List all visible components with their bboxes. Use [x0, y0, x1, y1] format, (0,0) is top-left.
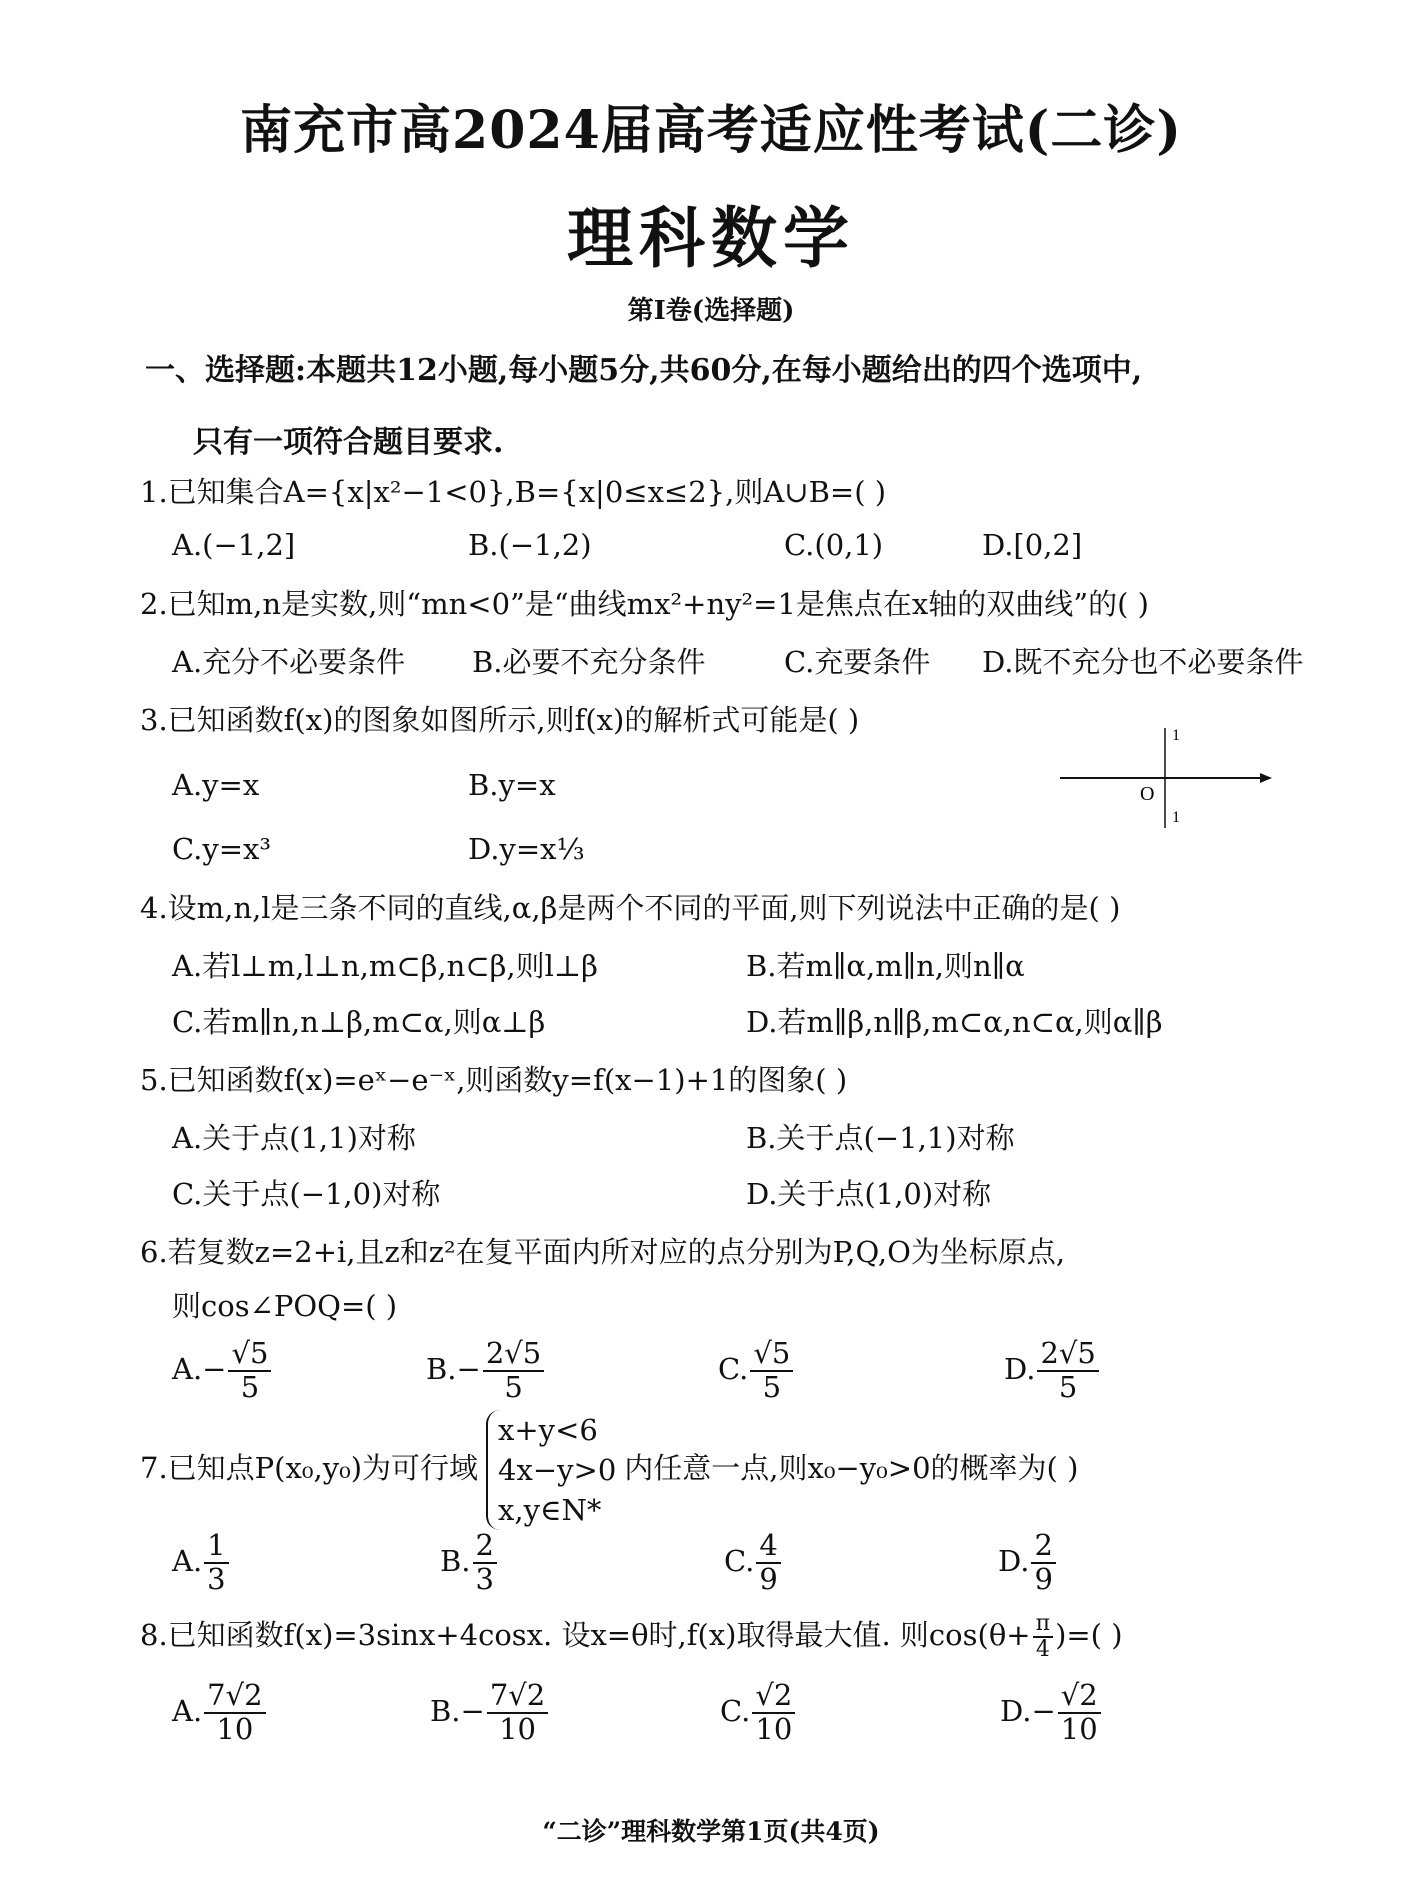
- q8-stem-pre: 8.已知函数f(x)=3sinx+4cosx. 设x=θ时,f(x)取得最大值. 则cos(θ+: [140, 1618, 1031, 1653]
- volume-label: 第Ⅰ卷(选择题): [627, 296, 795, 326]
- q7-c-den: 9: [759, 1561, 778, 1596]
- q6-b-sign: −: [456, 1351, 481, 1386]
- q7-d-label: D.: [998, 1543, 1030, 1578]
- q6-a-label: A.: [172, 1351, 203, 1386]
- q6-option-a: [172, 1338, 273, 1404]
- q3-option-c: C.y=x³: [172, 832, 272, 866]
- q7-d-num: 2: [1031, 1530, 1055, 1564]
- q8-a-fraction: [204, 1680, 265, 1746]
- q1-option-c: C.(0,1): [784, 528, 884, 562]
- question-7-stem: [140, 1410, 1390, 1530]
- q8-b-num: 7√2: [487, 1680, 548, 1714]
- q8-option-c: [720, 1680, 797, 1746]
- q7-c-label: C.: [724, 1543, 755, 1578]
- q4-option-d: D.若m∥β,n∥β,m⊂α,n⊂α,则α∥β: [746, 1005, 1163, 1039]
- q7-a-fraction: [204, 1530, 228, 1596]
- q6-c-den: 5: [762, 1369, 782, 1404]
- q1-option-d: D.[0,2]: [982, 528, 1083, 562]
- q8-a-label: A.: [172, 1693, 203, 1728]
- q7-c-fraction: [756, 1530, 780, 1596]
- q8-pi-num: π: [1033, 1612, 1053, 1638]
- q7-b-den: 3: [475, 1561, 494, 1596]
- q7-constraint-3: x,y∈N*: [498, 1493, 602, 1527]
- q6-b-den: 5: [504, 1369, 523, 1404]
- q7-a-den: 3: [207, 1561, 226, 1596]
- section-instructions: [145, 335, 1375, 479]
- question-3-stem: 3.已知函数f(x)的图象如图所示,则f(x)的解析式可能是( ): [140, 703, 860, 737]
- q1-option-b: B.(−1,2): [468, 528, 592, 562]
- q8-c-den: 10: [755, 1711, 793, 1746]
- q7-a-num: 1: [204, 1530, 228, 1564]
- q8-option-b: [430, 1680, 550, 1746]
- q6-option-b: [426, 1338, 546, 1404]
- q8-c-fraction: [752, 1680, 795, 1746]
- question-4-stem: 4.设m,n,l是三条不同的直线,α,β是两个不同的平面,则下列说法中正确的是( ): [140, 891, 1121, 925]
- q4-option-b: B.若m∥α,m∥n,则n∥α: [746, 949, 1025, 983]
- q5-option-a: A.关于点(1,1)对称: [172, 1121, 416, 1155]
- q7-d-fraction: [1031, 1530, 1055, 1596]
- q8-b-fraction: [487, 1680, 548, 1746]
- q7-option-d: [998, 1530, 1058, 1596]
- q6-b-label: B.: [426, 1351, 457, 1386]
- q8-a-den: 10: [216, 1711, 254, 1746]
- graph-origin-label: O: [1140, 783, 1155, 805]
- section-line-1: 一、选择题:本题共12小题,每小题5分,共60分,在每小题给出的四个选项中,: [145, 353, 1143, 388]
- q8-option-d: [1000, 1680, 1103, 1746]
- function-graph: [1060, 718, 1280, 838]
- q8-d-num: √2: [1058, 1680, 1101, 1714]
- q7-d-den: 9: [1034, 1561, 1053, 1596]
- q6-option-d: [1004, 1338, 1101, 1404]
- q8-pi-fraction: [1033, 1612, 1053, 1662]
- q8-d-sign: −: [1031, 1693, 1056, 1728]
- q8-d-den: 10: [1060, 1711, 1098, 1746]
- q7-option-c: [724, 1530, 783, 1596]
- question-5-stem: 5.已知函数f(x)=eˣ−e⁻ˣ,则函数y=f(x−1)+1的图象( ): [140, 1063, 848, 1097]
- q7-constraint-2: 4x−y>0: [498, 1453, 617, 1487]
- q6-a-sign: −: [202, 1351, 227, 1386]
- q5-option-b: B.关于点(−1,1)对称: [746, 1121, 1015, 1155]
- question-2-stem: 2.已知m,n是实数,则“mn<0”是“曲线mx²+ny²=1是焦点在x轴的双曲线”的( ): [140, 587, 1149, 621]
- section-line-2: 只有一项符合题目要求.: [193, 425, 504, 460]
- q8-b-label: B.: [430, 1693, 461, 1728]
- question-6-stem-line2: 则cos∠POQ=( ): [172, 1289, 398, 1323]
- graph-tick-label: 1: [1172, 809, 1180, 826]
- q7-a-label: A.: [172, 1543, 203, 1578]
- page-footer: “二诊”理科数学第1页(共4页): [542, 1817, 880, 1846]
- q6-b-num: 2√5: [483, 1338, 544, 1372]
- question-6-stem: 6.若复数z=2+i,且z和z²在复平面内所对应的点分别为P,Q,O为坐标原点,: [140, 1235, 1066, 1269]
- q2-option-b: B.必要不充分条件: [472, 645, 706, 679]
- question-1-stem: 1.已知集合A={x|x²−1<0},B={x|0≤x≤2},则A∪B=( ): [140, 475, 887, 509]
- q7-stem-post: 内任意一点,则x₀−y₀>0的概率为( ): [624, 1451, 1079, 1485]
- q7-b-label: B.: [440, 1543, 471, 1578]
- q6-c-num: √5: [750, 1338, 793, 1372]
- q7-b-fraction: [473, 1530, 497, 1596]
- q8-c-label: C.: [720, 1693, 751, 1728]
- q6-c-label: C.: [718, 1351, 749, 1386]
- q6-a-den: 5: [240, 1369, 260, 1404]
- q8-a-num: 7√2: [204, 1680, 265, 1714]
- q8-pi-den: 4: [1035, 1637, 1050, 1663]
- q8-option-a: [172, 1680, 268, 1746]
- q7-b-num: 2: [473, 1530, 497, 1564]
- q6-a-num: √5: [228, 1338, 271, 1372]
- q7-stem-pre: 7.已知点P(x₀,y₀)为可行域: [140, 1451, 479, 1485]
- q6-c-fraction: [750, 1338, 793, 1404]
- q3-option-b: B.y=x: [468, 768, 556, 802]
- q2-option-d: D.既不充分也不必要条件: [982, 645, 1304, 679]
- q8-d-label: D.: [1000, 1693, 1032, 1728]
- q4-option-a: A.若l⊥m,l⊥n,m⊂β,n⊂β,则l⊥β: [172, 949, 598, 983]
- q5-option-c: C.关于点(−1,0)对称: [172, 1177, 441, 1211]
- graph-top-label: 1: [1172, 727, 1180, 744]
- q2-option-a: A.充分不必要条件: [172, 645, 406, 679]
- q8-stem-post: )=( ): [1055, 1618, 1123, 1653]
- q8-b-den: 10: [499, 1711, 536, 1746]
- q4-option-c: C.若m∥n,n⊥β,m⊂α,则α⊥β: [172, 1005, 546, 1039]
- q6-d-label: D.: [1004, 1351, 1036, 1386]
- q6-d-num: 2√5: [1037, 1338, 1098, 1372]
- exam-title: 南充市高2024届高考适应性考试(二诊): [240, 100, 1182, 161]
- question-8-stem: [140, 1612, 1390, 1662]
- q2-option-c: C.充要条件: [784, 645, 931, 679]
- exam-subject: 理科数学: [567, 199, 855, 277]
- q6-option-c: [718, 1338, 795, 1404]
- graph-x-arrow: [1260, 773, 1272, 783]
- q7-option-b: [440, 1530, 499, 1596]
- q1-option-a: A.(−1,2]: [172, 528, 296, 562]
- q8-d-fraction: [1058, 1680, 1101, 1746]
- q7-constraint-system: [486, 1410, 616, 1530]
- q7-constraint-1: x+y<6: [498, 1413, 598, 1447]
- q6-d-den: 5: [1058, 1369, 1078, 1404]
- q8-b-sign: −: [460, 1693, 485, 1728]
- q7-c-num: 4: [756, 1530, 780, 1564]
- q6-b-fraction: [483, 1338, 544, 1404]
- q6-d-fraction: [1037, 1338, 1098, 1404]
- q8-c-num: √2: [752, 1680, 795, 1714]
- q3-option-d: D.y=x⅓: [468, 832, 585, 866]
- q3-option-a: A.y=x: [172, 768, 260, 802]
- q5-option-d: D.关于点(1,0)对称: [746, 1177, 992, 1211]
- q7-option-a: [172, 1530, 231, 1596]
- q6-a-fraction: [228, 1338, 271, 1404]
